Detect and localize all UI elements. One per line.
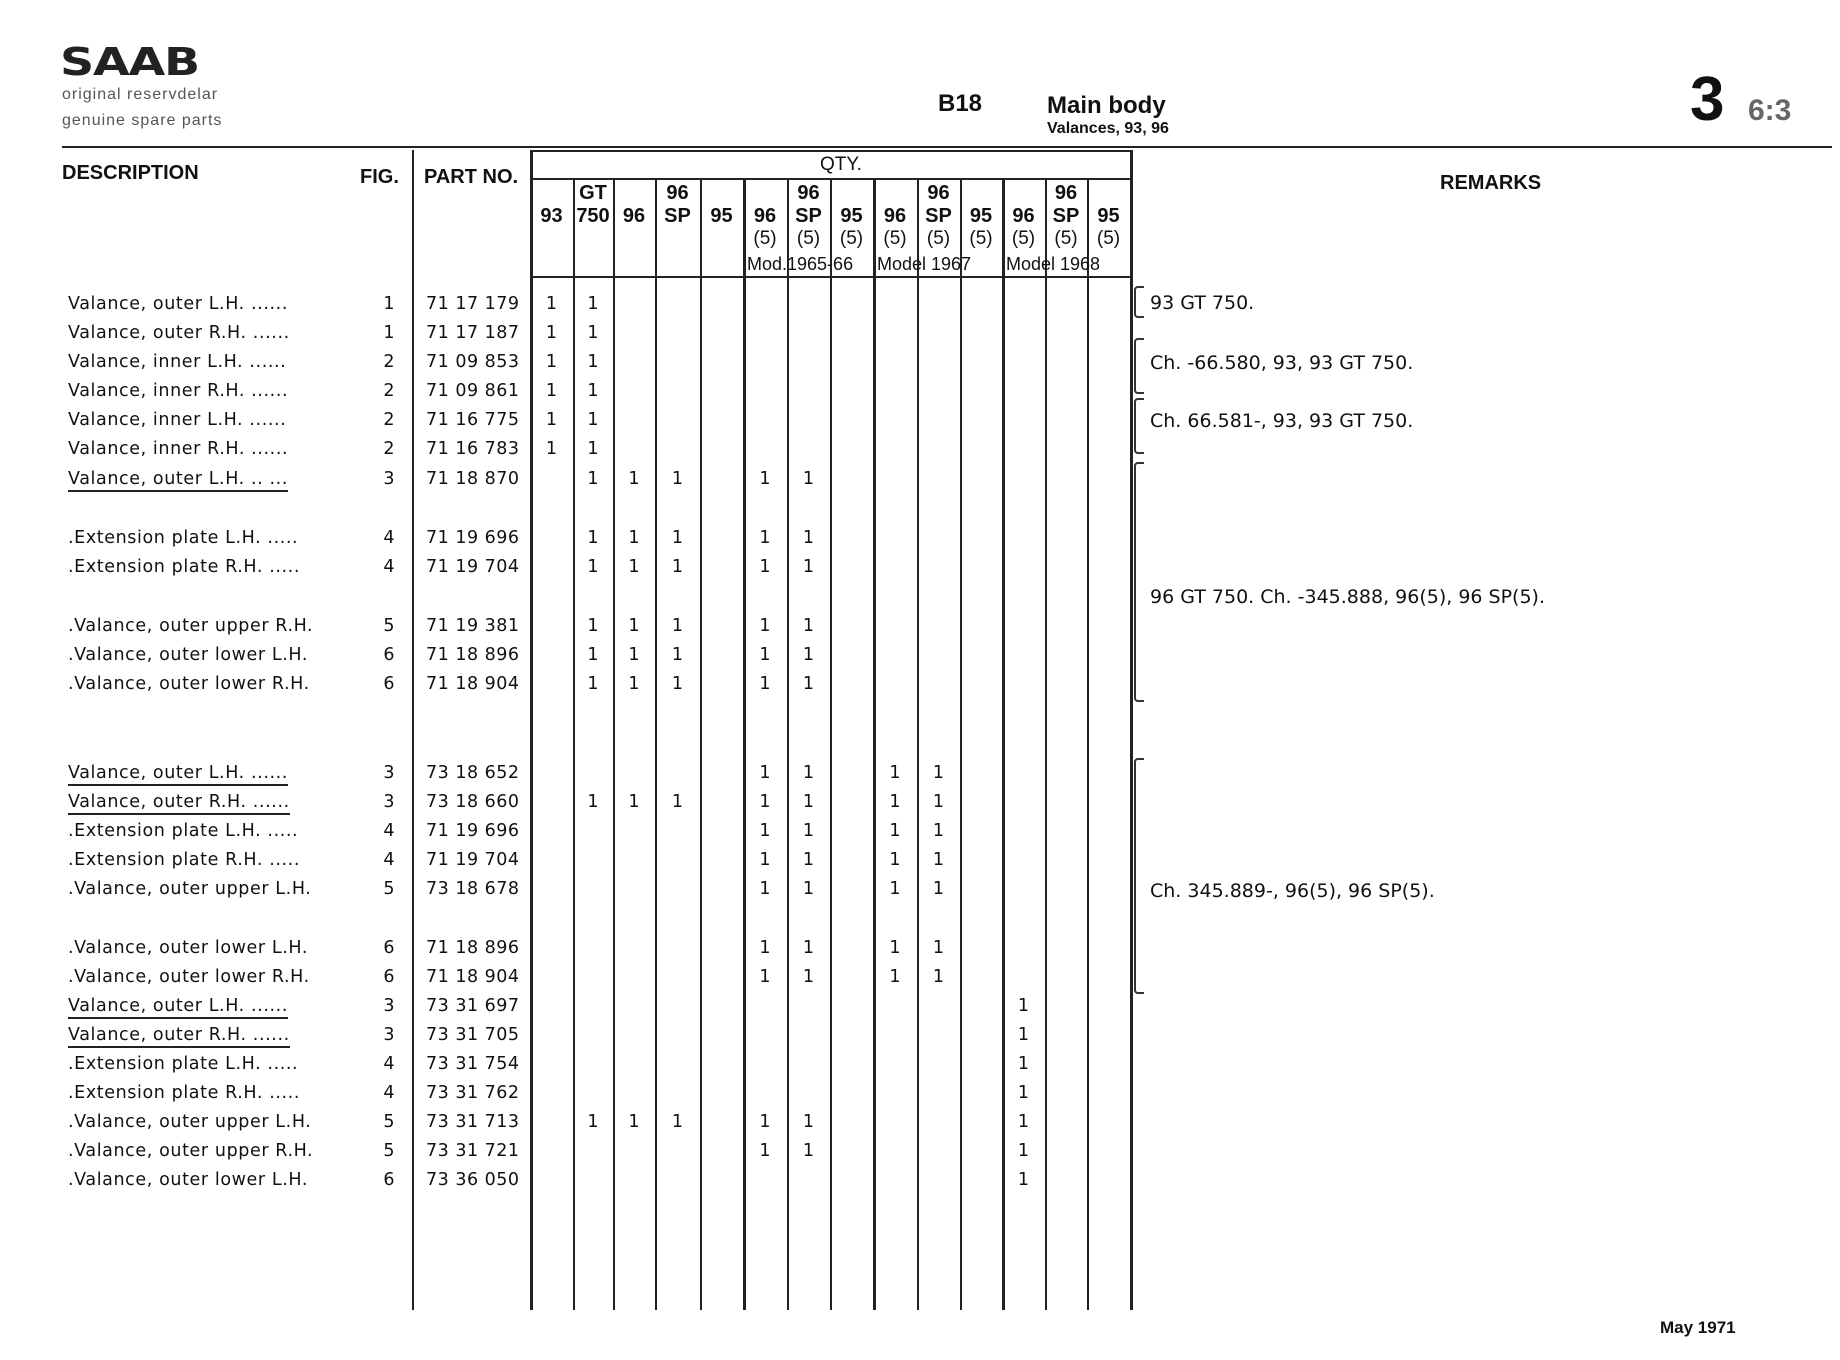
col-remarks-header: REMARKS	[1440, 172, 1542, 194]
row-qty: 1	[932, 967, 945, 987]
page-number: 3	[1690, 65, 1725, 134]
row-qty: 1	[759, 674, 771, 694]
table-row	[0, 879, 1840, 908]
qty-col-header-top: 96	[927, 182, 950, 204]
row-qty: 1	[759, 1112, 771, 1132]
row-qty: 1	[759, 938, 771, 958]
row-qty: 1	[628, 674, 640, 694]
row-description: .Valance, outer lower R.H.	[68, 674, 310, 694]
qty-col-header-top: GT	[579, 182, 607, 204]
row-qty: 1	[628, 469, 640, 489]
table-row	[0, 469, 1840, 498]
saab-logo: SAAB	[60, 40, 199, 84]
remark-text: Ch. 66.581-, 93, 93 GT 750.	[1150, 410, 1414, 432]
row-qty: 1	[759, 1141, 771, 1161]
row-qty: 1	[545, 323, 558, 343]
row-qty: 1	[932, 879, 945, 899]
footer-date: May 1971	[1660, 1318, 1736, 1337]
qty-col-header-bot: (5)	[1096, 228, 1121, 249]
row-qty: 1	[889, 792, 901, 812]
qty-col-header-mid: 95	[969, 205, 993, 227]
qty-col-header-bot: (5)	[753, 228, 777, 249]
row-fig: 3	[383, 469, 395, 489]
remark-brace	[1134, 398, 1144, 454]
row-part-number: 71 19 696	[426, 528, 520, 548]
row-part-number: 73 36 050	[426, 1170, 520, 1190]
qty-col-header-bot: (5)	[926, 228, 951, 249]
table-row	[0, 410, 1840, 439]
row-fig: 3	[383, 996, 395, 1016]
col-fig-header: FIG.	[360, 166, 399, 188]
row-qty: 1	[802, 557, 815, 577]
row-qty: 1	[759, 850, 771, 870]
row-qty: 1	[545, 352, 558, 372]
qty-col-header-mid: 95	[710, 205, 733, 227]
row-qty: 1	[628, 792, 640, 812]
row-part-number: 73 18 660	[426, 792, 520, 812]
row-part-number: 71 17 187	[426, 323, 520, 343]
table-row	[0, 996, 1840, 1025]
row-fig: 1	[383, 294, 395, 314]
qty-col-header-mid: SP	[664, 205, 691, 227]
row-qty: 1	[889, 850, 901, 870]
row-qty: 1	[932, 850, 945, 870]
qty-col-header-mid: SP	[925, 205, 952, 227]
row-qty: 1	[587, 323, 599, 343]
row-description: .Valance, outer upper L.H.	[68, 1112, 312, 1132]
row-qty: 1	[932, 821, 945, 841]
row-description: .Extension plate R.H. .....	[68, 850, 301, 870]
row-fig: 2	[383, 381, 395, 401]
qty-col-header-bot: (5)	[796, 228, 821, 249]
row-description: .Valance, outer lower R.H.	[68, 967, 310, 987]
row-part-number: 73 31 762	[426, 1083, 520, 1103]
table-row	[0, 792, 1840, 821]
qty-col-header-top: 96	[666, 182, 689, 204]
row-part-number: 73 31 697	[426, 996, 520, 1016]
row-fig: 4	[383, 557, 395, 577]
row-qty: 1	[671, 645, 684, 665]
row-qty: 1	[587, 616, 599, 636]
qty-col-header-bot: (5)	[1054, 228, 1078, 249]
row-qty: 1	[802, 938, 815, 958]
row-qty: 1	[1017, 1025, 1030, 1045]
row-fig: 4	[383, 528, 395, 548]
row-description: .Extension plate R.H. .....	[68, 557, 301, 577]
row-fig: 4	[383, 1083, 395, 1103]
qty-col-header-mid: 96	[1012, 205, 1035, 227]
row-qty: 1	[671, 616, 684, 636]
qty-col-header-mid: 93	[540, 205, 563, 227]
row-fig: 5	[383, 616, 395, 636]
row-qty: 1	[628, 645, 640, 665]
row-qty: 1	[545, 381, 558, 401]
row-description: Valance, inner L.H. ......	[68, 410, 287, 430]
qty-header-top-rule	[530, 150, 1132, 152]
row-qty: 1	[759, 645, 771, 665]
remark-text: Ch. -66.580, 93, 93 GT 750.	[1150, 352, 1414, 374]
row-description: .Extension plate L.H. .....	[68, 821, 299, 841]
row-fig: 4	[383, 821, 395, 841]
row-part-number: 73 31 705	[426, 1025, 520, 1045]
row-qty: 1	[587, 645, 599, 665]
row-description: Valance, inner R.H. ......	[68, 439, 289, 459]
row-qty: 1	[802, 763, 815, 783]
qty-col-header-bot: (5)	[883, 228, 907, 249]
row-fig: 4	[383, 850, 395, 870]
qty-col-header-top: 96	[797, 182, 820, 204]
qty-col-header-mid: 750	[576, 205, 610, 227]
row-qty: 1	[628, 528, 640, 548]
qty-header-bottom-rule	[530, 276, 1132, 278]
row-qty: 1	[759, 821, 771, 841]
row-qty: 1	[802, 850, 815, 870]
table-row	[0, 645, 1840, 674]
table-row	[0, 1141, 1840, 1170]
row-qty: 1	[759, 763, 771, 783]
row-qty: 1	[1017, 1170, 1030, 1190]
qty-col-header-bot: (5)	[839, 228, 864, 249]
tagline-english: genuine spare parts	[62, 112, 223, 129]
table-row	[0, 821, 1840, 850]
row-description: .Valance, outer upper L.H.	[68, 879, 312, 899]
remark-text: 96 GT 750. Ch. -345.888, 96(5), 96 SP(5).	[1150, 586, 1546, 608]
header-rule	[62, 146, 1832, 148]
qty-col-header-mid: 96	[883, 205, 907, 227]
row-qty: 1	[759, 528, 771, 548]
row-qty: 1	[587, 469, 599, 489]
row-qty: 1	[889, 967, 901, 987]
page-subtitle: Valances, 93, 96	[1047, 120, 1169, 137]
row-qty: 1	[671, 1112, 684, 1132]
row-qty: 1	[671, 469, 684, 489]
row-fig: 6	[383, 967, 395, 987]
row-fig: 2	[383, 410, 395, 430]
table-row	[0, 616, 1840, 645]
table-row	[0, 1112, 1840, 1141]
qty-col-header-mid: SP	[795, 205, 822, 227]
row-part-number: 71 09 853	[426, 352, 520, 372]
row-qty: 1	[587, 1112, 599, 1132]
row-description: Valance, outer L.H. .. ...	[68, 469, 288, 492]
row-fig: 6	[383, 674, 395, 694]
row-part-number: 71 19 381	[426, 616, 520, 636]
row-description: .Extension plate L.H. .....	[68, 1054, 299, 1074]
row-qty: 1	[628, 616, 640, 636]
row-qty: 1	[1017, 1083, 1030, 1103]
row-qty: 1	[802, 879, 815, 899]
row-description: Valance, outer R.H. ......	[68, 323, 290, 343]
table-row	[0, 763, 1840, 792]
qty-col-header-mid: 96	[753, 205, 777, 227]
table-row	[0, 294, 1840, 323]
row-description: Valance, outer R.H. ......	[68, 792, 290, 815]
row-fig: 5	[383, 879, 395, 899]
qty-col-header-bot: (5)	[1011, 228, 1036, 249]
row-qty: 1	[587, 410, 599, 430]
row-description: .Valance, outer lower L.H.	[68, 645, 309, 665]
row-fig: 3	[383, 792, 395, 812]
row-qty: 1	[671, 557, 684, 577]
row-description: .Extension plate L.H. .....	[68, 528, 299, 548]
row-part-number: 71 18 870	[426, 469, 520, 489]
table-row	[0, 557, 1840, 586]
row-fig: 6	[383, 645, 395, 665]
remark-brace	[1134, 338, 1144, 394]
row-qty: 1	[932, 763, 945, 783]
table-row	[0, 1025, 1840, 1054]
table-row	[0, 528, 1840, 557]
row-qty: 1	[759, 967, 771, 987]
qty-col-header-mid: SP	[1052, 205, 1080, 227]
row-qty: 1	[628, 557, 640, 577]
remark-text: Ch. 345.889-, 96(5), 96 SP(5).	[1150, 880, 1435, 902]
row-qty: 1	[587, 792, 599, 812]
tagline-swedish: original reservdelar	[62, 86, 219, 103]
remark-text: 93 GT 750.	[1150, 292, 1255, 314]
row-description: .Valance, outer upper R.H.	[68, 1141, 314, 1161]
row-fig: 4	[383, 1054, 395, 1074]
row-part-number: 71 18 896	[426, 938, 520, 958]
table-row	[0, 674, 1840, 703]
row-qty: 1	[759, 792, 771, 812]
row-description: .Valance, outer lower L.H.	[68, 1170, 309, 1190]
row-fig: 2	[383, 352, 395, 372]
row-part-number: 71 19 704	[426, 850, 520, 870]
row-description: Valance, outer R.H. ......	[68, 1025, 290, 1048]
row-qty: 1	[587, 528, 599, 548]
row-part-number: 71 17 179	[426, 294, 520, 314]
row-qty: 1	[932, 938, 945, 958]
table-row	[0, 938, 1840, 967]
row-qty: 1	[587, 674, 599, 694]
row-qty: 1	[1017, 1141, 1030, 1161]
row-description: Valance, outer L.H. ......	[68, 294, 288, 314]
col-description-header: DESCRIPTION	[62, 162, 199, 184]
qty-col-header-mid: 96	[622, 205, 646, 227]
row-qty: 1	[1017, 1054, 1030, 1074]
col-part-header: PART NO.	[424, 166, 519, 188]
row-qty: 1	[545, 294, 558, 314]
row-part-number: 73 18 652	[426, 763, 520, 783]
row-qty: 1	[889, 763, 901, 783]
row-part-number: 73 31 754	[426, 1054, 520, 1074]
model-group-label: Mod.1965-66	[747, 254, 854, 274]
row-qty: 1	[802, 528, 815, 548]
row-qty: 1	[545, 410, 558, 430]
row-qty: 1	[889, 879, 901, 899]
row-qty: 1	[671, 792, 684, 812]
row-part-number: 73 18 678	[426, 879, 520, 899]
row-part-number: 71 18 904	[426, 967, 520, 987]
table-row	[0, 381, 1840, 410]
table-row	[0, 850, 1840, 879]
row-qty: 1	[587, 439, 599, 459]
row-fig: 5	[383, 1141, 395, 1161]
table-row	[0, 1054, 1840, 1083]
remark-brace	[1134, 758, 1144, 994]
row-fig: 6	[383, 938, 395, 958]
row-part-number: 71 16 783	[426, 439, 520, 459]
table-row	[0, 323, 1840, 352]
row-qty: 1	[932, 792, 945, 812]
qty-col-header-mid: 95	[840, 205, 863, 227]
row-fig: 1	[383, 323, 395, 343]
row-part-number: 71 19 696	[426, 821, 520, 841]
row-part-number: 73 31 713	[426, 1112, 520, 1132]
row-description: Valance, outer L.H. ......	[68, 996, 288, 1019]
qty-col-header-bot: (5)	[969, 228, 993, 249]
row-qty: 1	[889, 938, 901, 958]
row-fig: 6	[383, 1170, 395, 1190]
row-fig: 5	[383, 1112, 395, 1132]
row-description: Valance, inner R.H. ......	[68, 381, 289, 401]
row-qty: 1	[802, 616, 815, 636]
table-row	[0, 1170, 1840, 1199]
row-qty: 1	[671, 674, 684, 694]
table-row	[0, 352, 1840, 381]
row-qty: 1	[587, 381, 599, 401]
row-qty: 1	[587, 294, 599, 314]
qty-col-header-mid: 95	[1097, 205, 1120, 227]
row-qty: 1	[587, 557, 599, 577]
row-description: .Extension plate R.H. .....	[68, 1083, 301, 1103]
row-qty: 1	[802, 674, 815, 694]
row-part-number: 73 31 721	[426, 1141, 520, 1161]
row-qty: 1	[759, 469, 771, 489]
row-qty: 1	[759, 879, 771, 899]
row-qty: 1	[802, 967, 815, 987]
page-subnumber: 6:3	[1748, 94, 1792, 127]
row-fig: 2	[383, 439, 395, 459]
row-part-number: 71 16 775	[426, 410, 520, 430]
row-description: .Valance, outer upper R.H.	[68, 616, 314, 636]
table-row	[0, 439, 1840, 468]
row-qty: 1	[802, 1112, 815, 1132]
row-qty: 1	[802, 645, 815, 665]
row-qty: 1	[587, 352, 599, 372]
row-qty: 1	[759, 557, 771, 577]
row-part-number: 71 19 704	[426, 557, 520, 577]
model-group-label: Model 1967	[877, 254, 972, 274]
row-qty: 1	[759, 616, 771, 636]
row-qty: 1	[802, 792, 815, 812]
row-description: .Valance, outer lower L.H.	[68, 938, 309, 958]
row-qty: 1	[628, 1112, 640, 1132]
row-qty: 1	[802, 469, 815, 489]
row-qty: 1	[1017, 996, 1030, 1016]
remark-brace	[1134, 462, 1144, 702]
row-description: Valance, outer L.H. ......	[68, 763, 288, 786]
row-fig: 3	[383, 763, 395, 783]
row-qty: 1	[1017, 1112, 1030, 1132]
qty-col-header-top: 96	[1054, 182, 1078, 204]
engine-code: B18	[938, 90, 983, 117]
row-part-number: 71 09 861	[426, 381, 520, 401]
row-part-number: 71 18 904	[426, 674, 520, 694]
table-row	[0, 1083, 1840, 1112]
row-fig: 3	[383, 1025, 395, 1045]
col-qty-header: QTY.	[820, 154, 862, 175]
row-qty: 1	[889, 821, 901, 841]
row-qty: 1	[802, 821, 815, 841]
remark-brace	[1134, 286, 1144, 318]
row-description: Valance, inner L.H. ......	[68, 352, 287, 372]
row-qty: 1	[671, 528, 684, 548]
row-qty: 1	[545, 439, 558, 459]
table-row	[0, 967, 1840, 996]
row-part-number: 71 18 896	[426, 645, 520, 665]
page-title: Main body	[1047, 92, 1166, 119]
row-qty: 1	[802, 1141, 815, 1161]
model-group-label: Model 1968	[1006, 254, 1101, 274]
qty-header-mid-rule	[530, 178, 1132, 180]
